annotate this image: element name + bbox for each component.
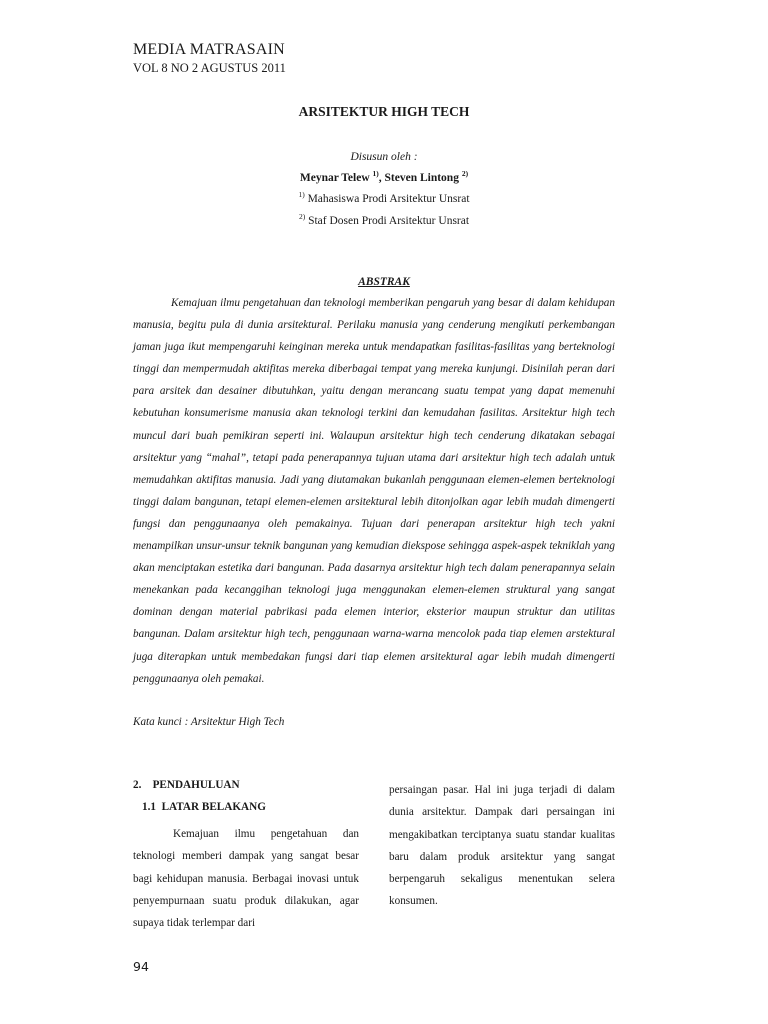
- author-separator: ,: [378, 171, 385, 184]
- author-name: Meynar Telew: [299, 171, 370, 184]
- affiliation-text: Staf Dosen Prodi Arsitektur Unsrat: [305, 214, 470, 227]
- affiliation: [0, 190, 768, 205]
- journal-name: MEDIA MATRASAIN: [133, 41, 285, 58]
- author-list: [0, 169, 768, 184]
- section-heading: 2. PENDAHULUAN: [133, 779, 240, 791]
- abstract: [133, 292, 615, 690]
- keywords: Kata kunci : Arsitektur High Tech: [133, 716, 285, 728]
- affiliation-marker: 2): [298, 212, 306, 221]
- affiliation-text: Mahasiswa Prodi Arsitektur Unsrat: [304, 192, 470, 205]
- article-title: ARSITEKTUR HIGH TECH: [298, 104, 470, 119]
- journal-volume: VOL 8 NO 2 AGUSTUS 2011: [133, 61, 286, 75]
- body-paragraph: persaingan pasar. Hal ini juga terjadi di dalam dunia arsitektur. Dampak dari persaingan ini mengakibatkan terciptanya suatu standar kualitas baru dalam produk arsitektur yang sangat berpengaruh sekaligus menentukan selera konsumen.: [389, 784, 615, 908]
- abstract-text: Kemajuan ilmu pengetahuan dan teknologi memberikan pengaruh yang besar di dalam kehidupan manusia, begitu pula di dunia arsitektural. Perilaku manusia yang cenderung mengikuti perkembangan jaman juga ikut mempengaruhi keinginan mereka untuk mendapatkan fasilitas-fasilitas yang berteknologi tinggi dan mempermudah aktifitas mereka diberbagai tempat yang mereka kunjungi. Disinilah peran dari para arsitek dan desainer dibutuhkan, yaitu dengan merancang suatu tempat yang dapat memenuhi kebutuhan konsumerisme manusia akan teknologi terkini dan kemudahan fasilitas. Arsitektur high tech muncul dari buah pemikiran seperti ini. Walaupun arsitektur high tech cenderung dikatakan sebagai arsitektur yang “mahal”, tetapi pada penerapannya tujuan utama dari arsitektur high tech adalah untuk memudahkan aktifitas manusia. Jadi yang diutamakan bukanlah penggunaan elemen-elemen berteknologi tinggi dalam bangunan, tetapi elemen-elemen arsitektural lebih ditonjolkan agar lebih mudah dimengerti fungsi dan penggunaanya oleh pemakainya. Tujuan dari penerapan arsitektur high tech yakni menampilkan unsur-unsur teknik bangunan yang kemudian diekspose sehingga aspek-aspek tekniklah yang akan menciptakan estetika dari bangunan. Pada dasarnya arsitektur high tech dalam penerapannya selain menekankan pada kecanggihan teknologi juga menggunakan elemen-elemen struktural yang sangat dominan dengan material pabrikasi pada elemen interior, eksterior maupun struktur dan utilitas bangunan. Dalam arsitektur high tech, penggunaan warna-warna mencolok pada tiap elemen arstektural juga diterapkan untuk membedakan fungsi dari tiap elemen arsitektural agar lebih mudah dimengerti penggunaanya oleh pemakai.: [133, 297, 615, 685]
- byline: Disusun oleh :: [350, 151, 418, 163]
- affiliation-marker: 1): [298, 190, 305, 199]
- right-column: [389, 779, 615, 913]
- subsection-heading: 1.1 LATAR BELAKANG: [142, 801, 266, 813]
- affiliation-marker: 2): [461, 169, 469, 178]
- left-column: [133, 779, 359, 934]
- page-number: 94: [133, 959, 149, 974]
- body-paragraph: Kemajuan ilmu pengetahuan dan teknologi memberi dampak yang sangat besar bagi kehidupan manusia. Berbagai inovasi untuk penyempurnaan suatu produk dilakukan, agar supaya tidak terlempar dari: [133, 828, 359, 930]
- affiliation: [0, 212, 768, 227]
- author-name: Steven Lintong: [384, 171, 459, 184]
- affiliation-marker: 1): [372, 169, 379, 178]
- abstract-heading: ABSTRAK: [358, 276, 410, 288]
